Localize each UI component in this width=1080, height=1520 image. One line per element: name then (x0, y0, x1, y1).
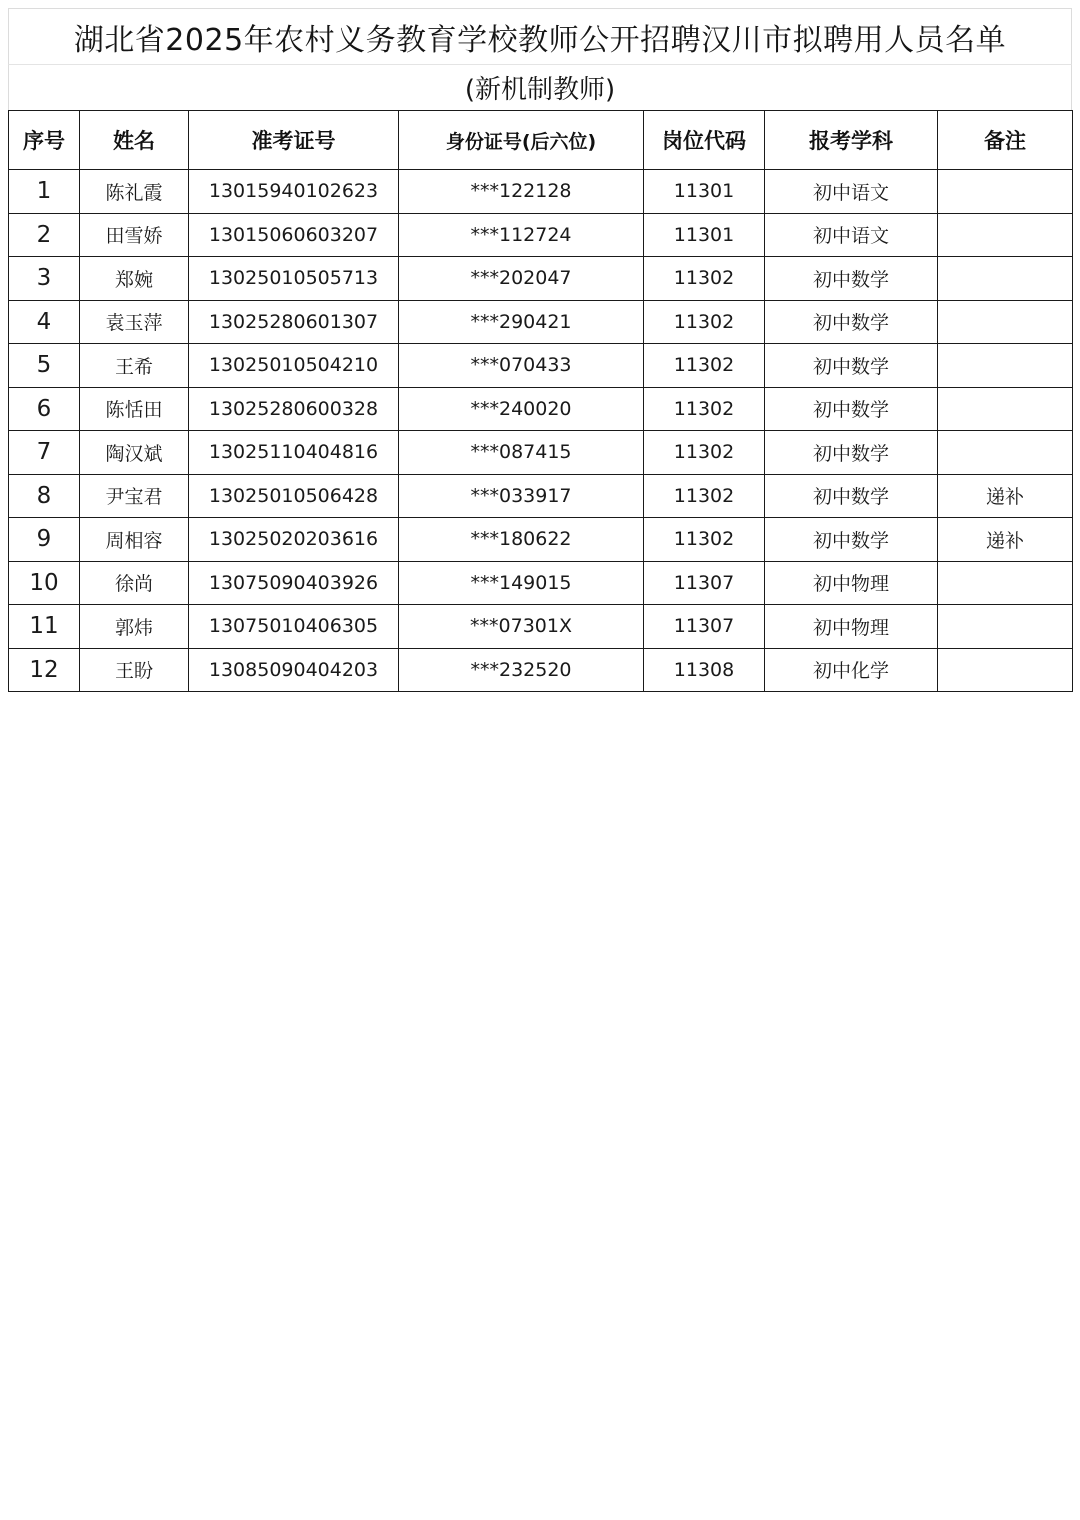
table-row (9, 387, 1073, 431)
cell-name: 田雪娇 (80, 213, 189, 257)
cell-note (938, 257, 1073, 301)
table-row (9, 648, 1073, 692)
cell-post-code: 11302 (644, 344, 765, 388)
cell-name: 陶汉斌 (80, 431, 189, 475)
cell-id-last6: ***033917 (399, 474, 644, 518)
cell-exam-no: 13025280600328 (189, 387, 399, 431)
cell-seq: 2 (9, 213, 80, 257)
candidate-table (8, 110, 1073, 692)
cell-subject: 初中数学 (765, 257, 938, 301)
cell-name: 袁玉萍 (80, 300, 189, 344)
cell-name: 王盼 (80, 648, 189, 692)
cell-seq: 7 (9, 431, 80, 475)
cell-note (938, 300, 1073, 344)
cell-post-code: 11301 (644, 170, 765, 214)
cell-exam-no: 13025110404816 (189, 431, 399, 475)
cell-note (938, 431, 1073, 475)
cell-seq: 1 (9, 170, 80, 214)
cell-note (938, 170, 1073, 214)
cell-subject: 初中数学 (765, 344, 938, 388)
cell-name: 王希 (80, 344, 189, 388)
cell-name: 陈恬田 (80, 387, 189, 431)
cell-id-last6: ***087415 (399, 431, 644, 475)
cell-seq: 8 (9, 474, 80, 518)
cell-id-last6: ***290421 (399, 300, 644, 344)
cell-post-code: 11307 (644, 605, 765, 649)
table-header-row (9, 111, 1073, 170)
table-row (9, 344, 1073, 388)
header-seq: 序号 (9, 111, 80, 170)
header-note: 备注 (938, 111, 1073, 170)
cell-post-code: 11302 (644, 431, 765, 475)
cell-subject: 初中语文 (765, 170, 938, 214)
table-row (9, 213, 1073, 257)
cell-name: 徐尚 (80, 561, 189, 605)
cell-subject: 初中数学 (765, 431, 938, 475)
document-sheet (8, 8, 1072, 692)
cell-post-code: 11302 (644, 300, 765, 344)
cell-seq: 4 (9, 300, 80, 344)
cell-post-code: 11302 (644, 474, 765, 518)
cell-exam-no: 13025010504210 (189, 344, 399, 388)
cell-exam-no: 13075010406305 (189, 605, 399, 649)
cell-note (938, 344, 1073, 388)
cell-post-code: 11302 (644, 518, 765, 562)
cell-exam-no: 13025010506428 (189, 474, 399, 518)
cell-subject: 初中数学 (765, 474, 938, 518)
header-id-last6: 身份证号(后六位) (399, 111, 644, 170)
table-row (9, 170, 1073, 214)
cell-seq: 11 (9, 605, 80, 649)
cell-subject: 初中物理 (765, 561, 938, 605)
cell-seq: 9 (9, 518, 80, 562)
cell-exam-no: 13025010505713 (189, 257, 399, 301)
cell-post-code: 11302 (644, 387, 765, 431)
cell-exam-no: 13015940102623 (189, 170, 399, 214)
header-name: 姓名 (80, 111, 189, 170)
cell-id-last6: ***180622 (399, 518, 644, 562)
cell-note (938, 561, 1073, 605)
header-subject: 报考学科 (765, 111, 938, 170)
cell-note (938, 387, 1073, 431)
cell-post-code: 11308 (644, 648, 765, 692)
cell-subject: 初中数学 (765, 518, 938, 562)
cell-name: 尹宝君 (80, 474, 189, 518)
header-exam-no: 准考证号 (189, 111, 399, 170)
header-post-code: 岗位代码 (644, 111, 765, 170)
cell-id-last6: ***122128 (399, 170, 644, 214)
table-row (9, 605, 1073, 649)
cell-id-last6: ***232520 (399, 648, 644, 692)
cell-subject: 初中化学 (765, 648, 938, 692)
cell-exam-no: 13075090403926 (189, 561, 399, 605)
cell-seq: 5 (9, 344, 80, 388)
cell-id-last6: ***112724 (399, 213, 644, 257)
cell-subject: 初中数学 (765, 300, 938, 344)
table-row (9, 474, 1073, 518)
cell-post-code: 11301 (644, 213, 765, 257)
title-cell (8, 8, 1072, 65)
cell-name: 周相容 (80, 518, 189, 562)
cell-name: 郭炜 (80, 605, 189, 649)
cell-id-last6: ***149015 (399, 561, 644, 605)
table-row (9, 561, 1073, 605)
cell-seq: 6 (9, 387, 80, 431)
cell-exam-no: 13015060603207 (189, 213, 399, 257)
cell-note: 递补 (938, 518, 1073, 562)
subtitle-cell (8, 65, 1072, 110)
cell-id-last6: ***07301X (399, 605, 644, 649)
table-row (9, 300, 1073, 344)
cell-note: 递补 (938, 474, 1073, 518)
cell-note (938, 605, 1073, 649)
cell-seq: 3 (9, 257, 80, 301)
cell-exam-no: 13025280601307 (189, 300, 399, 344)
cell-name: 郑婉 (80, 257, 189, 301)
cell-id-last6: ***240020 (399, 387, 644, 431)
cell-seq: 12 (9, 648, 80, 692)
cell-name: 陈礼霞 (80, 170, 189, 214)
cell-note (938, 213, 1073, 257)
cell-subject: 初中物理 (765, 605, 938, 649)
cell-id-last6: ***202047 (399, 257, 644, 301)
cell-post-code: 11302 (644, 257, 765, 301)
cell-exam-no: 13085090404203 (189, 648, 399, 692)
cell-subject: 初中语文 (765, 213, 938, 257)
table-row (9, 431, 1073, 475)
cell-id-last6: ***070433 (399, 344, 644, 388)
cell-exam-no: 13025020203616 (189, 518, 399, 562)
cell-note (938, 648, 1073, 692)
cell-post-code: 11307 (644, 561, 765, 605)
document-title: 湖北省2025年农村义务教育学校教师公开招聘汉川市拟聘用人员名单 (73, 22, 1007, 58)
table-row (9, 257, 1073, 301)
cell-seq: 10 (9, 561, 80, 605)
table-row (9, 518, 1073, 562)
document-subtitle: (新机制教师) (464, 75, 616, 105)
cell-subject: 初中数学 (765, 387, 938, 431)
